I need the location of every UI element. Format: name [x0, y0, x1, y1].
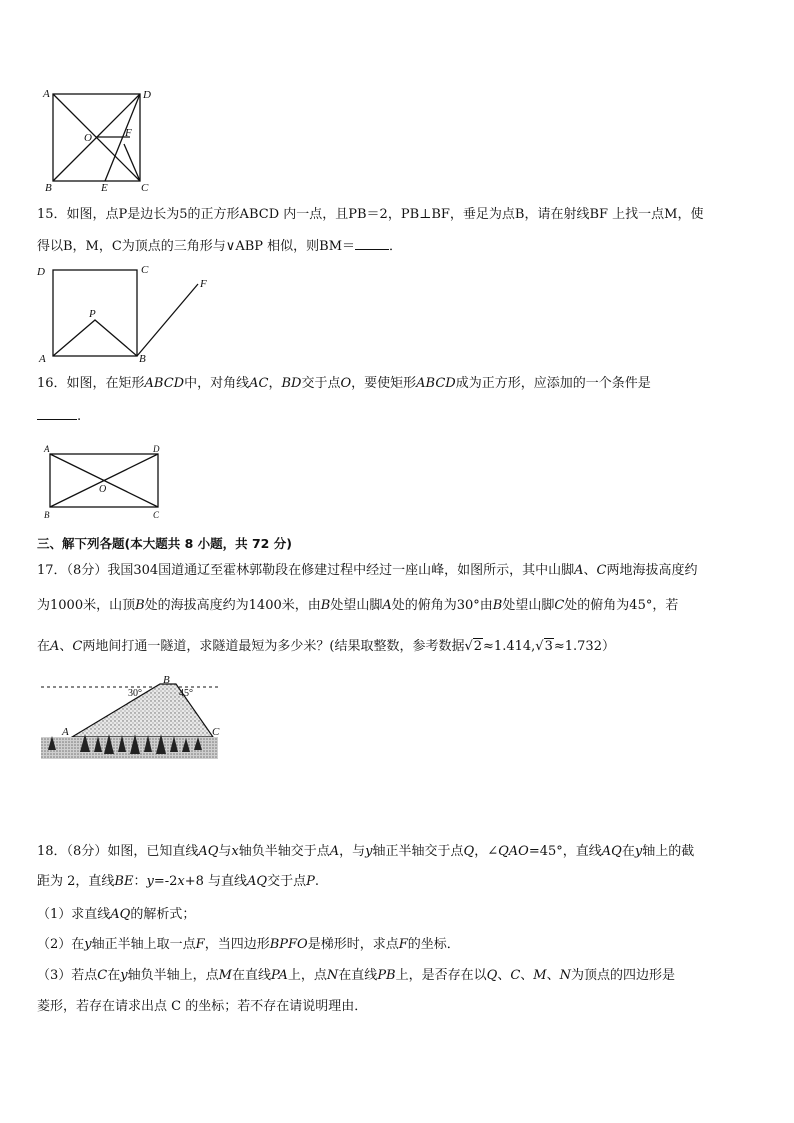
- q17-t: ≈1.414,: [483, 639, 536, 654]
- q18-m: y: [120, 968, 128, 983]
- q18-m: AQ: [247, 874, 268, 889]
- q18-t: （2）在: [37, 937, 85, 952]
- q17-t: 处望山脚: [330, 598, 383, 613]
- q17-line1: [37, 562, 698, 580]
- q16-line1: [37, 375, 651, 393]
- q18-m: Q: [486, 968, 498, 983]
- q17-m: B: [135, 598, 145, 613]
- q18-sub1: [37, 906, 195, 924]
- sqrt3-radicand: 3: [544, 639, 553, 654]
- label-C: C: [141, 264, 149, 276]
- q18-t: 在: [621, 844, 635, 859]
- q18-m: y: [634, 844, 643, 859]
- q18-t: 在直线: [338, 968, 378, 983]
- q18-m: N: [559, 968, 571, 983]
- q16-math-4: O: [340, 376, 352, 391]
- q18-t: 、: [520, 968, 534, 983]
- label-D: D: [143, 89, 151, 101]
- label-C: C: [153, 510, 160, 520]
- q18-t: 与: [218, 844, 232, 859]
- q17-m: A: [382, 598, 392, 613]
- figure-square-point-p: [34, 258, 224, 368]
- label-B: B: [163, 674, 170, 686]
- q17-m: C: [72, 639, 83, 654]
- q18-t: ，与: [339, 844, 366, 859]
- q18-m: AQ: [601, 844, 622, 859]
- q18-m: y: [84, 937, 92, 952]
- figure-mountain: [38, 672, 228, 764]
- q18-t: （3）若点: [37, 968, 98, 983]
- sqrt3: √3: [535, 639, 553, 654]
- q18-t: 是梯形时，求点: [307, 937, 399, 952]
- q18-t: 、: [497, 968, 511, 983]
- q18-line1: [37, 843, 694, 861]
- q16-line2: [37, 408, 81, 426]
- sqrt2: √2: [464, 639, 483, 654]
- label-A: A: [62, 726, 69, 738]
- q18-m: y: [365, 844, 373, 859]
- q17-t: 处的俯角为30°由: [391, 598, 493, 613]
- q16-answer-blank[interactable]: [37, 419, 77, 420]
- q17-t: 处的俯角为45°，若: [564, 598, 679, 613]
- q18-line2: [37, 873, 319, 891]
- q18-sub3-line2: 菱形，若存在请求出点 C 的坐标；若不存在请说明理由．: [37, 999, 368, 1014]
- q17-t: 、: [583, 563, 597, 578]
- q15-answer-blank[interactable]: [355, 249, 389, 250]
- q16-math-5: ABCD: [416, 376, 456, 391]
- q18-m: BE: [114, 874, 134, 889]
- q17-m: C: [554, 598, 565, 613]
- q18-t: 在直线: [231, 968, 271, 983]
- q17-t: 为1000米，山顶: [37, 598, 136, 613]
- label-angle-45: 45°: [179, 688, 193, 699]
- q18-m: AQ: [110, 907, 131, 922]
- q17-t: 处望山脚: [502, 598, 555, 613]
- q18-m: AQ: [198, 844, 219, 859]
- label-A: A: [43, 88, 50, 100]
- q18-t: ，当四边形: [204, 937, 270, 952]
- q15-line1: 15．如图，点P是边长为5的正方形ABCD 内一点，且PB＝2，PB⊥BF，垂足为点B，请在射线BF 上找一点M，使: [37, 207, 704, 222]
- q18-m: C: [97, 968, 108, 983]
- q18-m: P: [306, 874, 315, 889]
- label-B: B: [44, 510, 50, 520]
- q18-m: A: [329, 844, 340, 859]
- q18-t: 18．（8分）如图，已知直线: [37, 844, 199, 859]
- q18-m: PB: [377, 968, 396, 983]
- q15-line2-text: 得以B，M，C为顶点的三角形与∨ABP 相似，则BM＝: [37, 239, 356, 254]
- q17-m: C: [596, 563, 607, 578]
- label-B: B: [139, 353, 146, 365]
- q16-text-6: 成为正方形，应添加的一个条件是: [455, 376, 651, 391]
- label-D: D: [153, 444, 160, 454]
- q16-text-5: ，要使矩形: [351, 376, 417, 391]
- label-P: P: [89, 308, 96, 320]
- q18-t: 在: [107, 968, 121, 983]
- label-F: F: [125, 127, 132, 139]
- q18-t: 上，点: [287, 968, 327, 983]
- q18-t: ：: [133, 874, 147, 889]
- q17-t: 两地海拔高度约: [606, 563, 698, 578]
- q18-m: F: [398, 937, 408, 952]
- q16-math-3: BD: [281, 376, 302, 391]
- q17-m: B: [320, 598, 331, 613]
- label-angle-30: 30°: [128, 688, 142, 699]
- q18-sub2: [37, 936, 460, 954]
- figure-rectangle-diagonals: [40, 442, 170, 522]
- q18-t: 为顶点的四边形是: [571, 968, 676, 983]
- label-C: C: [212, 726, 220, 738]
- label-O: O: [84, 132, 92, 144]
- q18-t: 的解析式；: [130, 907, 196, 922]
- q18-m: C: [510, 968, 521, 983]
- q17-t: 处的海拔高度约为1400米，由: [144, 598, 321, 613]
- q16-text-2: 中，对角线: [184, 376, 250, 391]
- q18-m: Q: [463, 844, 475, 859]
- section-heading: 三、解下列各题(本大题共 8 小题，共 72 分): [37, 536, 292, 551]
- q17-t: 17．（8分）我国304国道通辽至霍林郭勒段在修建过程中经过一座山峰，如图所示，其中山脚: [37, 563, 575, 578]
- q18-m: x: [177, 874, 185, 889]
- q18-t: =45°，直线: [528, 844, 602, 859]
- q18-m: N: [326, 968, 339, 983]
- q18-m: PA: [270, 968, 288, 983]
- q16-end: .: [77, 409, 82, 424]
- label-E: E: [101, 182, 108, 194]
- label-A: A: [44, 444, 50, 454]
- q18-t: 上，是否存在以: [395, 968, 487, 983]
- q18-t: 轴上的截: [642, 844, 695, 859]
- q18-t: +8 与直线: [184, 874, 248, 889]
- q18-t: 、: [546, 968, 560, 983]
- q16-math-1: ABCD: [144, 376, 185, 391]
- q18-m: x: [231, 844, 239, 859]
- label-C: C: [141, 182, 149, 194]
- q17-t: ）: [601, 639, 615, 654]
- sqrt2-radicand: 2: [473, 639, 483, 654]
- q18-t: ，∠: [474, 844, 499, 859]
- q17-t: 两地间打通一隧道，求隧道最短为多少米？(结果取整数，参考数据: [82, 639, 465, 654]
- q17-m: B: [492, 598, 503, 613]
- q18-t: 轴正半轴交于点: [372, 844, 464, 859]
- q18-m: M: [533, 968, 547, 983]
- q18-t: 轴负半轴上，点: [127, 968, 219, 983]
- q17-t: 在: [37, 639, 51, 654]
- q17-t: ≈1.732: [553, 639, 602, 654]
- label-F: F: [200, 278, 207, 290]
- q18-t: 的坐标．: [407, 937, 460, 952]
- label-A: A: [39, 353, 46, 365]
- q18-m: F: [195, 937, 205, 952]
- q15-line2-end: ．: [389, 239, 403, 254]
- q17-m: A: [574, 563, 584, 578]
- q18-sub3: [37, 967, 675, 985]
- q18-t: 轴正半轴上取一点: [91, 937, 196, 952]
- q18-m: M: [218, 968, 232, 983]
- q18-t: 交于点: [267, 874, 307, 889]
- q16-text-3: ，: [268, 376, 282, 391]
- q16-text-1: 16．如图，在矩形: [37, 376, 145, 391]
- q18-t: （1）求直线: [37, 907, 111, 922]
- q17-line2: [37, 597, 678, 615]
- q15-line2: [37, 238, 402, 256]
- q16-text-4: 交于点: [301, 376, 341, 391]
- q18-t: 轴负半轴交于点: [238, 844, 330, 859]
- label-B: B: [45, 182, 52, 194]
- q16-math-2: AC: [249, 376, 269, 391]
- q18-m: QAO: [498, 844, 529, 859]
- q17-line3: [37, 638, 615, 656]
- q18-t: 距为 2，直线: [37, 874, 115, 889]
- q18-m: BPFO: [269, 937, 308, 952]
- figure-square-diagonals: [40, 84, 160, 194]
- q18-m: y: [146, 874, 154, 889]
- q18-t: .: [314, 874, 319, 889]
- q17-t: 、: [59, 639, 73, 654]
- label-O: O: [99, 484, 107, 495]
- label-D: D: [37, 266, 45, 278]
- q17-m: A: [50, 639, 60, 654]
- q18-t: =-2: [153, 874, 178, 889]
